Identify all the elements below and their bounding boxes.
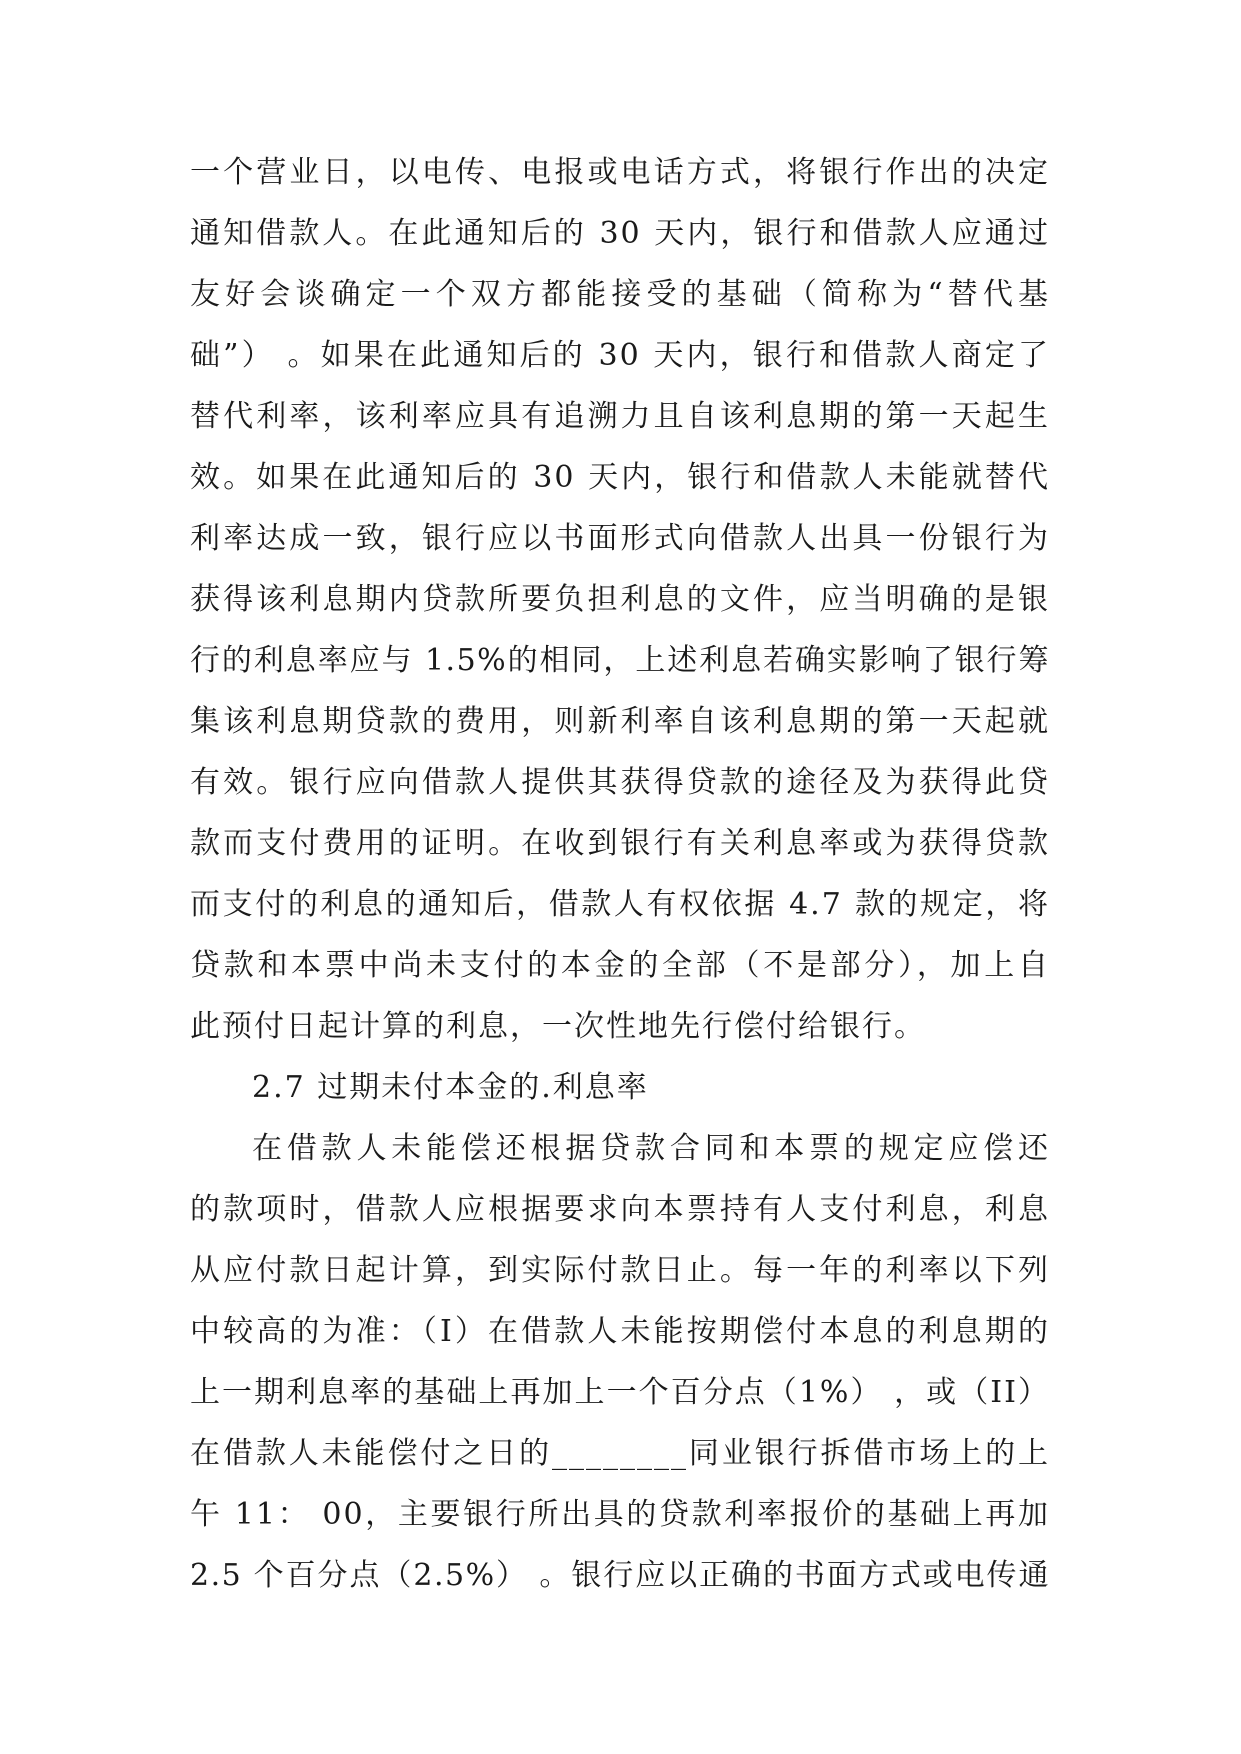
paragraph-line: 通知借款人。在此通知后的 30 天内，银行和借款人应通过 [190,216,1050,251]
section-paragraph-line: 从应付款日起计算，到实际付款日止。每一年的利率以下列 [190,1253,1050,1288]
paragraph-line: 集该利息期贷款的费用，则新利率自该利息期的第一天起就 [190,704,1050,739]
section-paragraph-line: 在借款人未能偿还根据贷款合同和本票的规定应偿还 [252,1131,1050,1166]
paragraph-line: 一个营业日，以电传、电报或电话方式，将银行作出的决定 [190,155,1050,190]
paragraph-line: 效。如果在此通知后的 30 天内，银行和借款人未能就替代 [190,460,1050,495]
section-paragraph-line: 在借款人未能偿付之日的________同业银行拆借市场上的上 [190,1436,1050,1471]
paragraph-line: 款而支付费用的证明。在收到银行有关利息率或为获得贷款 [190,826,1050,861]
section-paragraph-line: 午 11： 00，主要银行所出具的贷款利率报价的基础上再加 [190,1497,1050,1532]
section-heading: 2.7 过期未付本金的.利息率 [252,1070,649,1105]
paragraph-line: 获得该利息期内贷款所要负担利息的文件，应当明确的是银 [190,582,1050,617]
paragraph-line: 替代利率，该利率应具有追溯力且自该利息期的第一天起生 [190,399,1050,434]
paragraph-line: 利率达成一致，银行应以书面形式向借款人出具一份银行为 [190,521,1050,556]
section-paragraph-line: 的款项时，借款人应根据要求向本票持有人支付利息，利息 [190,1192,1050,1227]
paragraph-line: 而支付的利息的通知后，借款人有权依据 4.7 款的规定，将 [190,887,1050,922]
paragraph-line: 友好会谈确定一个双方都能接受的基础（简称为“替代基 [190,277,1050,312]
paragraph-line: 此预付日起计算的利息，一次性地先行偿付给银行。 [190,1009,926,1044]
section-paragraph-line: 上一期利息率的基础上再加上一个百分点（1%） ，或（II） [190,1375,1050,1410]
section-paragraph-line: 中较高的为准：（I）在借款人未能按期偿付本息的利息期的 [190,1314,1050,1349]
paragraph-line: 贷款和本票中尚未支付的本金的全部（不是部分），加上自 [190,948,1050,983]
paragraph-line: 有效。银行应向借款人提供其获得贷款的途径及为获得此贷 [190,765,1050,800]
paragraph-line: 行的利息率应与 1.5%的相同，上述利息若确实影响了银行筹 [190,643,1050,678]
paragraph-line: 础”） 。如果在此通知后的 30 天内，银行和借款人商定了 [190,338,1050,373]
section-paragraph-line: 2.5 个百分点（2.5%） 。银行应以正确的书面方式或电传通 [190,1558,1050,1593]
